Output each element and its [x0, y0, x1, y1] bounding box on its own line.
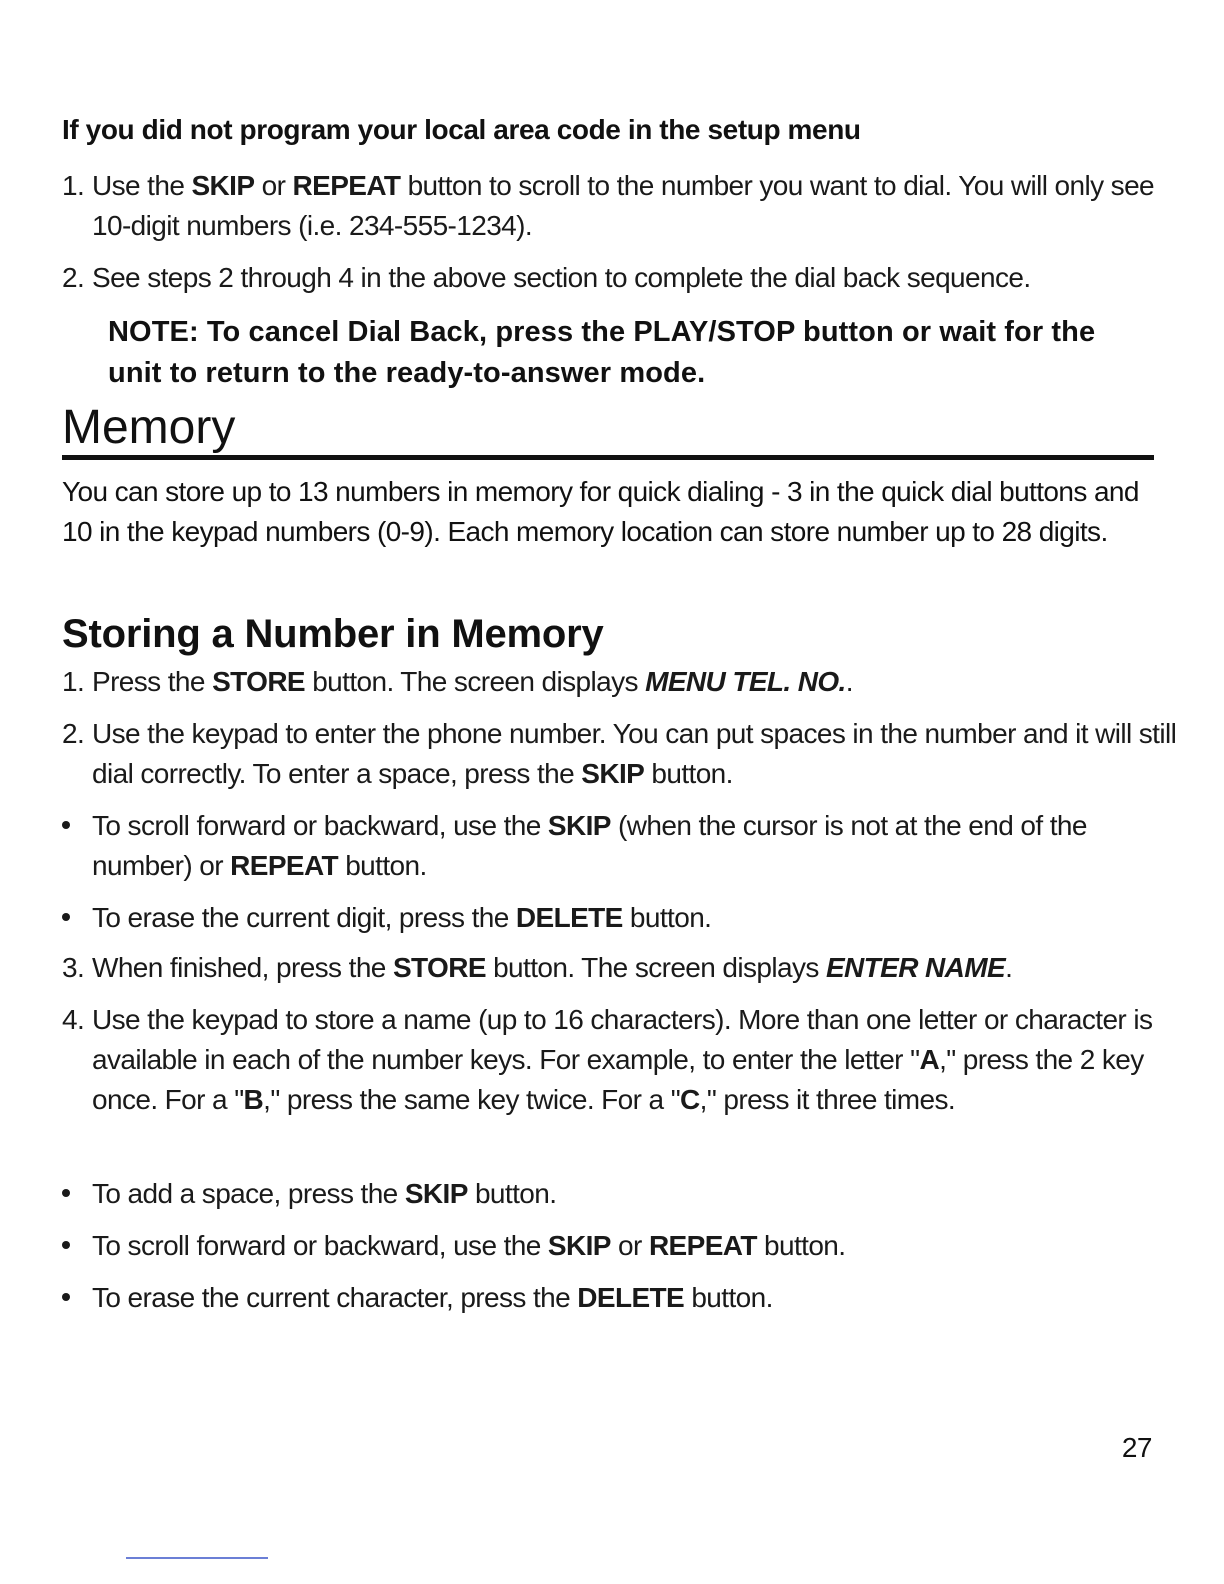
step-number: 4.	[62, 1004, 85, 1035]
text-run: Use the keypad to enter the phone number. You can put spaces in the number and it will still dial correctly. To enter a space, press the	[92, 718, 1177, 789]
text-run: button.	[684, 1282, 773, 1313]
text-run: To scroll forward or backward, use the	[92, 810, 548, 841]
text-run: button.	[467, 1178, 557, 1209]
bold-term: SKIP	[404, 1178, 468, 1209]
screen-display-text: ENTER NAME	[825, 952, 1006, 983]
bold-term: DELETE	[577, 1282, 685, 1313]
bullet-item	[62, 1226, 1182, 1266]
bold-term: DELETE	[515, 902, 623, 933]
bullet-item	[62, 1174, 1182, 1214]
text-run: To erase the current character, press the	[92, 1282, 578, 1313]
text-run: See steps 2 through 4 in the above section to complete the dial back sequence.	[92, 262, 1031, 293]
bullet-item	[62, 806, 1182, 886]
text-run: Use the keypad to store a name (up to 16 characters). More than one letter or character is available in each of the number keys. For example, to enter the letter "	[92, 1004, 1153, 1075]
step-number: 2.	[62, 262, 85, 293]
bold-term: SKIP	[191, 170, 255, 201]
item-text	[92, 948, 1182, 988]
item-text	[92, 1000, 1182, 1120]
text-run: button.	[338, 850, 427, 881]
bullet-icon	[62, 1293, 70, 1301]
text-run: button. The screen displays	[485, 952, 826, 983]
item-text	[92, 1174, 1182, 1214]
bold-term: STORE	[212, 666, 306, 697]
step-number: 3.	[62, 952, 85, 983]
bold-term: REPEAT	[648, 1230, 757, 1261]
text-run: button.	[622, 902, 712, 933]
text-run: To add a space, press the	[92, 1178, 405, 1209]
item-text	[92, 806, 1182, 886]
step-text	[92, 258, 1182, 298]
bold-term: B	[243, 1084, 264, 1115]
bold-term: SKIP	[547, 810, 611, 841]
text-run: .	[845, 666, 853, 697]
bullet-icon	[62, 1189, 70, 1197]
bold-term: REPEAT	[292, 170, 401, 201]
text-run: ," press the same key twice. For a "	[263, 1084, 681, 1115]
bullet-icon	[62, 1241, 70, 1249]
item-text	[92, 1278, 1182, 1318]
step-item	[62, 662, 1182, 702]
bold-term: STORE	[392, 952, 486, 983]
bullet-item	[62, 1278, 1182, 1318]
heading-rule	[62, 455, 1154, 460]
text-run: .	[1005, 952, 1013, 983]
note-text: NOTE: To cancel Dial Back, press the PLAY/STOP button or wait for the unit to return to the ready-to-answer mode.	[108, 316, 1096, 389]
item-text	[92, 714, 1182, 794]
text-run: To scroll forward or backward, use the	[92, 1230, 548, 1261]
step-number: 1.	[62, 170, 85, 201]
step-item	[62, 1000, 1182, 1120]
text-run: button.	[644, 758, 733, 789]
text-run: or	[254, 170, 293, 201]
text-run: ," press the 2 key once. For a "	[92, 1044, 1144, 1115]
memory-intro: You can store up to 13 numbers in memory for quick dialing - 3 in the quick dial buttons and 10 in the keypad numbers (0-9). Each memory location can store number up to 28 digits.	[62, 476, 1139, 547]
screen-display-text: MENU TEL. NO.	[645, 666, 846, 697]
step-2	[62, 258, 1182, 298]
bold-term: SKIP	[547, 1230, 611, 1261]
bold-term: SKIP	[581, 758, 645, 789]
text-run: button.	[756, 1230, 846, 1261]
item-text	[92, 1226, 1182, 1266]
text-run: To erase the current digit, press the	[92, 902, 516, 933]
step-item	[62, 948, 1182, 988]
memory-heading: Memory	[62, 401, 236, 454]
text-run: Use the	[92, 170, 192, 201]
page-number: 27	[1121, 1432, 1152, 1463]
step-number: 2.	[62, 718, 85, 749]
item-text	[92, 898, 1182, 938]
text-run: or	[610, 1230, 649, 1261]
bullet-icon	[62, 913, 70, 921]
bold-term: A	[919, 1044, 940, 1075]
bullet-item	[62, 898, 1182, 938]
footer-line	[126, 1557, 268, 1559]
bold-term: C	[680, 1084, 700, 1115]
text-run: When finished, press the	[92, 952, 393, 983]
bullet-icon	[62, 821, 70, 829]
step-text	[92, 166, 1182, 246]
step-1	[62, 166, 1182, 246]
text-run: button. The screen displays	[305, 666, 646, 697]
step-number: 1.	[62, 666, 85, 697]
section-subheading: If you did not program your local area code in the setup menu	[62, 114, 861, 145]
item-text	[92, 662, 1182, 702]
text-run: button to scroll to the number you want to dial. You will only see 10-digit numbers (i.e. 234-555-1234).	[92, 170, 1155, 241]
step-item	[62, 714, 1182, 794]
text-run: ," press it three times.	[699, 1084, 956, 1115]
text-run: Press the	[92, 666, 213, 697]
bold-term: REPEAT	[230, 850, 339, 881]
text-run: (when the cursor is not at the end of the number) or	[92, 810, 1087, 881]
storing-heading: Storing a Number in Memory	[62, 612, 604, 656]
